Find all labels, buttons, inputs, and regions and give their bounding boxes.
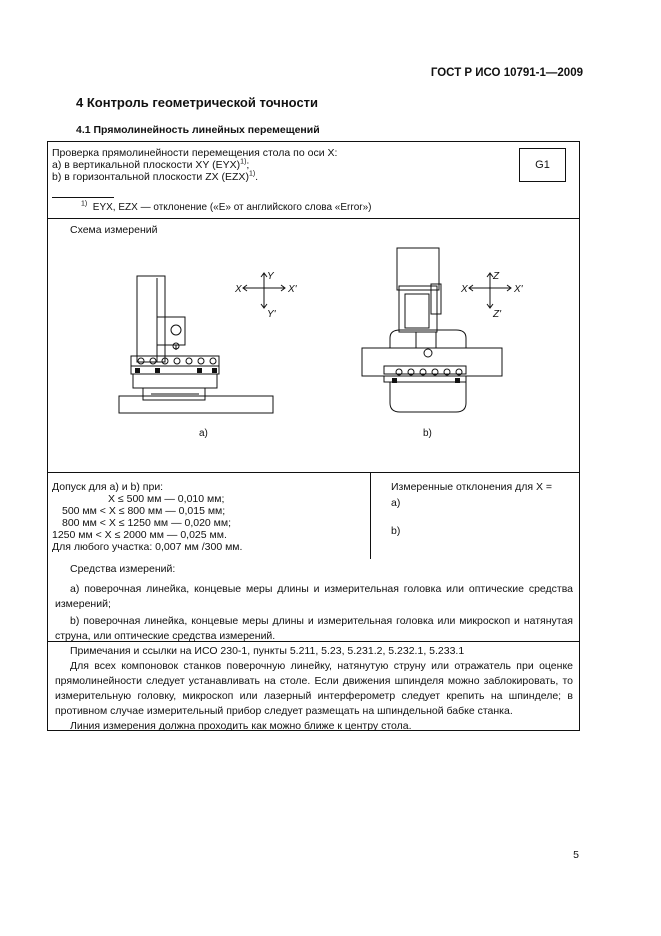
measured-b: b) xyxy=(391,525,401,537)
axis-b-zprime: Z' xyxy=(493,309,502,320)
notes-p2: Линия измерения должна проходить как можно ближе к центру стола. xyxy=(70,720,412,732)
instruments-heading: Средства измерений: xyxy=(70,563,176,575)
test-description xyxy=(52,147,492,183)
axes-a-drawing xyxy=(243,273,285,308)
tolerance-line-1: X ≤ 500 мм — 0,010 мм; xyxy=(108,493,225,505)
item-b-row: b) в горизонтальной плоскости ZX (EZX)$^{1)}$. xyxy=(52,170,259,183)
row-divider-3 xyxy=(47,641,580,642)
footnote-separator xyxy=(52,197,114,198)
tolerance-block xyxy=(52,481,362,553)
diagram-title: Схема измерений xyxy=(70,224,158,236)
row-divider-1 xyxy=(47,218,580,219)
machine-b-drawing xyxy=(362,248,502,412)
notes-p1: Для всех компоновок станков поверочную линейку, натянутую струну или отражатель при оценке прямолинейности следует устанавливать на столе. Если движения шпинделя можно заблокировать, то измерительную головку, микроскоп или лазерный интерферометр следует крепить на шпинделе; в противном случае измерительный прибор следует размещать на шпиндельной бабке станка. xyxy=(55,660,573,717)
test-code: G1 xyxy=(535,159,550,171)
axes-b-drawing xyxy=(469,273,511,308)
footnote-ref-b: 1) xyxy=(248,170,256,178)
item-a: а) в вертикальной плоскости XY (EYX) xyxy=(52,159,241,171)
tolerance-line-4: 1250 мм < X ≤ 2000 мм — 0,025 мм. xyxy=(52,529,227,541)
tolerance-heading: Допуск для a) и b) при: xyxy=(52,481,164,493)
notes-block xyxy=(55,644,573,734)
footnote xyxy=(81,202,371,214)
diagram-label-b: b) xyxy=(423,428,432,439)
diagram-label-a: a) xyxy=(199,428,208,439)
footnote-ref-a: 1) xyxy=(240,158,247,166)
axis-a-x: X xyxy=(235,284,242,295)
page-number: 5 xyxy=(573,849,579,861)
measured-a: a) xyxy=(391,497,401,509)
row-divider-2 xyxy=(47,472,580,473)
axis-a-xprime: X' xyxy=(288,284,297,295)
tolerance-line-5: Для любого участка: 0,007 мм /300 мм. xyxy=(52,541,243,553)
instruments-a: а) поверочная линейка, концевые меры длины и измерительная головка или оптические средства измерений; xyxy=(55,583,573,610)
notes-line1: Примечания и ссылки на ИСО 230-1, пункты 5.211, 5.23, 5.231.2, 5.232.1, 5.233.1 xyxy=(70,645,465,657)
measurement-diagram xyxy=(47,238,580,470)
subsection-title: 4.1 Прямолинейность линейных перемещений xyxy=(76,124,320,136)
column-divider xyxy=(370,472,371,559)
tolerance-line-3: 800 мм < X ≤ 1250 мм — 0,020 мм; xyxy=(62,517,232,529)
document-id: ГОСТ Р ИСО 10791-1—2009 xyxy=(430,67,583,79)
item-a-row: а) в вертикальной плоскости XY (EYX)$^{1)}$; xyxy=(52,158,250,171)
measured-block xyxy=(391,481,571,537)
tolerance-line-2: 500 мм < X ≤ 800 мм — 0,015 мм; xyxy=(62,505,226,517)
test-code-box xyxy=(519,148,566,182)
machine-a-blocks xyxy=(135,368,217,373)
section-title: 4 Контроль геометрической точности xyxy=(76,95,319,110)
axis-b-x: X xyxy=(461,284,468,295)
machine-a-drawing xyxy=(119,276,273,413)
item-b: b) в горизонтальной плоскости ZX (EZX) xyxy=(52,171,249,183)
footnote-mark: 1) xyxy=(81,200,88,208)
instruments-block xyxy=(55,562,573,644)
axis-b-z: Z xyxy=(493,271,500,282)
instruments-b: b) поверочная линейка, концевые меры длины и измерительная головка или микроскоп и натянутая струна, или оптические средства измерений. xyxy=(55,615,573,642)
axis-a-y: Y xyxy=(267,271,274,282)
measured-heading: Измеренные отклонения для X = xyxy=(391,481,553,493)
footnote-text: EYX, EZX — отклонение («E» от английского слова «Error») xyxy=(92,202,372,213)
axis-b-xprime: X' xyxy=(514,284,523,295)
axis-a-yprime: Y' xyxy=(267,309,276,320)
description-line1: Проверка прямолинейности перемещения стола по оси X: xyxy=(52,147,338,159)
